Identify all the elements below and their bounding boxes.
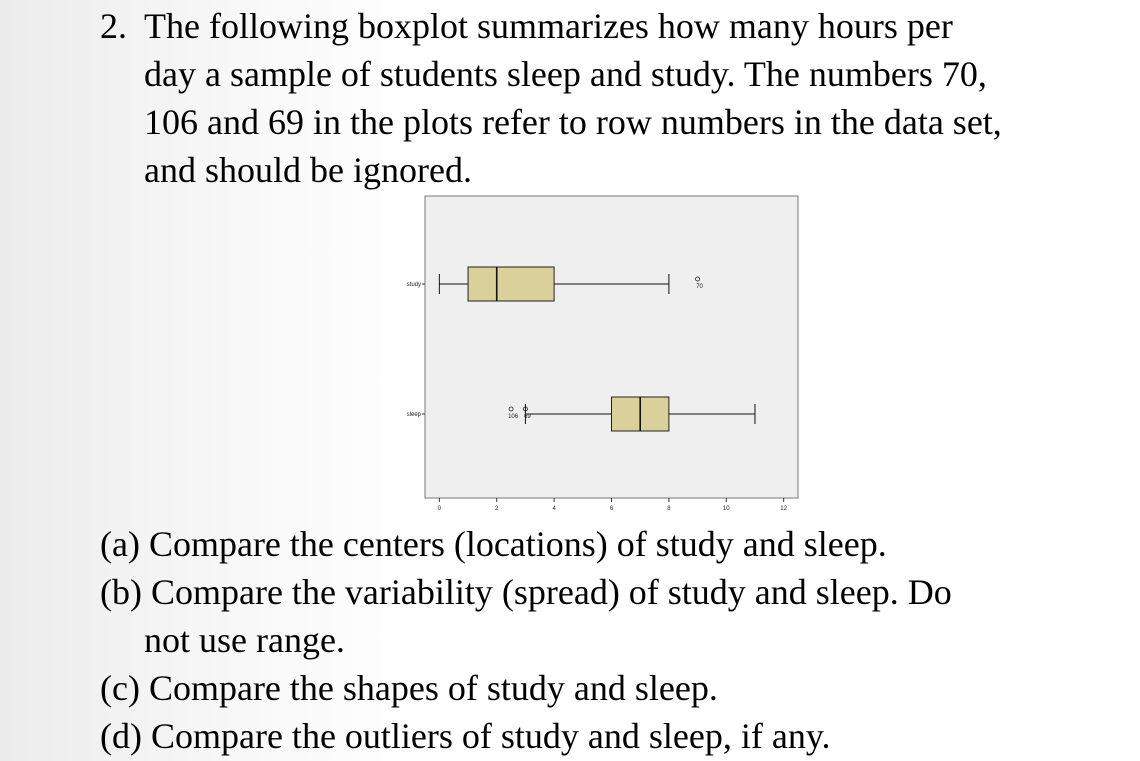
x-tick-label-10: 10 [722,506,730,512]
study-box [468,267,554,301]
x-tick-label-8: 8 [667,506,671,512]
question-text [100,2,1135,194]
part-c: (c) Compare the shapes of study and sleep. [100,668,718,708]
study-outlier-label-70: 70 [696,284,703,290]
question-number: 2. [100,6,127,46]
part-a: (a) Compare the centers (locations) of study and sleep. [100,524,887,564]
part-d: (d) Compare the outliers of study and sleep, if any. [100,716,831,756]
boxplot-figure [395,192,805,523]
x-tick-label-2: 2 [495,506,499,512]
x-tick-label-6: 6 [609,506,614,512]
question-line-3: 106 and 69 in the plots refer to row numbers in the data set, [144,102,1002,142]
part-b-line-2: not use range. [144,620,345,660]
x-tick-label-4: 4 [552,506,556,512]
plot-area [425,196,798,498]
question-line-1 [100,2,1135,50]
question-line-4: and should be ignored. [144,150,472,190]
sleep-outlier-label-69: 69 [524,414,531,420]
question-line-2: day a sample of students sleep and study. The numbers 70, [144,54,987,94]
x-tick-label-12: 12 [780,506,787,512]
y-tick-label-study: study [406,282,421,288]
x-tick-label-0: 0 [437,506,442,512]
question-parts [100,520,1135,760]
y-tick-label-sleep: sleep [406,412,421,418]
question-line-1-text: The following boxplot summarizes how many hours per [144,6,953,46]
boxplot-chart [395,192,805,518]
sleep-outlier-label-106: 106 [508,414,519,420]
part-b-line-1: (b) Compare the variability (spread) of study and sleep. Do [100,572,952,612]
